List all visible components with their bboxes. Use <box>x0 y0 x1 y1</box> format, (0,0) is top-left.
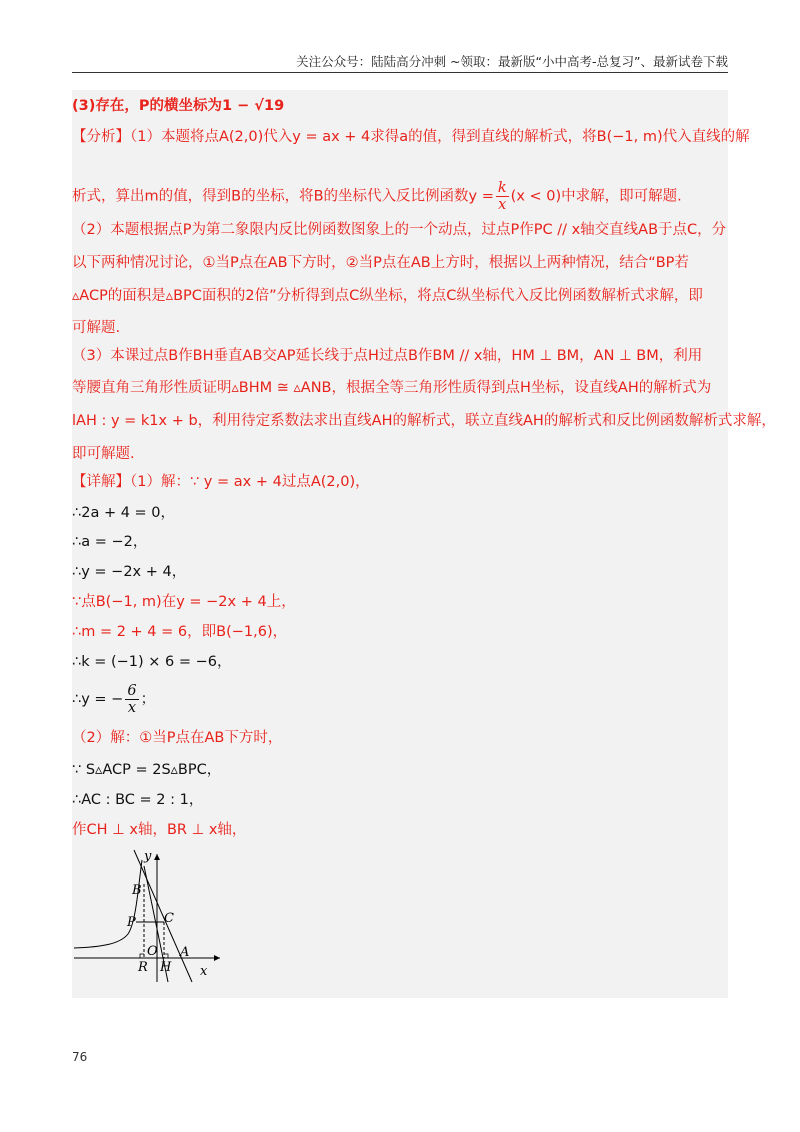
hyperbola-curve <box>74 860 142 948</box>
analysis-line-9: lAH : y = k1x + b，利用待定系数法求出直线AH的解析式，联立直线AH的解析式和反比例函数解析式求解， <box>72 413 776 429</box>
detail-line-5: ∵点B(−1, m)在y = −2x + 4上， <box>72 594 296 610</box>
label-h: H <box>160 960 172 975</box>
detail-line-2: ∴2a + 4 = 0， <box>72 505 176 521</box>
y-axis-arrow <box>154 854 160 860</box>
analysis-line-8: 等腰直角三角形性质证明▵BHM ≅ ▵ANB，根据全等三角形性质得到点H坐标，设直线AH的解析式为 <box>72 380 712 396</box>
label-x: x <box>200 964 208 979</box>
detail-line-11: ∴AC : BC = 2 : 1， <box>72 792 204 808</box>
header-rule <box>72 72 728 73</box>
detail-line-7: ∴k = (−1) × 6 = −6， <box>72 654 232 670</box>
right-angle-h <box>164 954 168 958</box>
fraction-denominator: x <box>127 700 137 716</box>
fraction-denominator: x <box>498 197 507 213</box>
fraction-numerator: k <box>497 180 507 196</box>
detail-line-10: ∵ S▵ACP = 2S▵BPC， <box>72 762 222 778</box>
label-y: y <box>144 849 152 864</box>
analysis-line-6: 可解题. <box>72 320 121 336</box>
analysis-line-1: 【分析】（1）本题将点A(2,0)代入y = ax + 4求得a的值，得到直线的解析式，将B(−1, m)代入直线的解 <box>72 129 750 145</box>
page-header: 关注公众号：陆陆高分冲刺 ~领取：最新版“小中高考-总复习”、最新试卷下载 <box>296 54 728 69</box>
detail-line-1: 【详解】（1）解：∵ y = ax + 4过点A(2,0)， <box>72 474 370 490</box>
analysis-line-10: 即可解题. <box>72 446 135 462</box>
detail-line-3: ∴a = −2， <box>72 534 148 550</box>
answer-part3: (3)存在，P的横坐标为1 − √19 <box>72 98 285 114</box>
detail-line-6: ∴m = 2 + 4 = 6，即B(−1,6)， <box>72 624 288 640</box>
label-c: C <box>164 911 174 926</box>
analysis-line-2 <box>72 180 728 213</box>
page-number: 76 <box>72 1050 88 1064</box>
detail-line-8b: ； <box>140 691 156 708</box>
detail-line-12: 作CH ⊥ x轴，BR ⊥ x轴， <box>72 822 247 838</box>
analysis-line-2b: (x < 0)中求解，即可解题. <box>510 188 682 205</box>
detail-line-8 <box>72 683 728 716</box>
label-b: B <box>132 883 142 898</box>
analysis-line-7: （3）本课过点B作BH垂直AB交AP延长线于点H过点B作BM // x轴，HM ⊥ BM，AN ⊥ BM，利用 <box>72 348 703 364</box>
x-axis-arrow <box>214 955 220 961</box>
analysis-line-2a: 析式，算出m的值，得到B的坐标，将B的坐标代入反比例函数y = <box>72 188 494 205</box>
right-angle-r <box>140 954 144 958</box>
fraction-k-over-x <box>496 180 509 213</box>
label-r: R <box>138 960 148 975</box>
detail-line-8a: ∴y = − <box>72 691 124 708</box>
detail-line-9: （2）解：①当P点在AB下方时， <box>72 730 283 746</box>
detail-line-4: ∴y = −2x + 4， <box>72 564 187 580</box>
label-a: A <box>180 945 190 960</box>
analysis-line-5: ▵ACP的面积是▵BPC面积的2倍”分析得到点C纵坐标，将点C纵坐标代入反比例函数解析式求解，即 <box>72 288 703 304</box>
fraction-numerator: 6 <box>127 683 137 699</box>
label-p: P <box>127 915 136 930</box>
fraction-6-over-x <box>125 683 138 716</box>
geometry-figure <box>72 844 242 984</box>
analysis-line-4: 以下两种情况讨论，①当P点在AB下方时，②当P点在AB上方时，根据以上两种情况，结合“BP若 <box>72 255 689 271</box>
analysis-line-3: （2）本题根据点P为第二象限内反比例函数图象上的一个动点，过点P作PC // x轴交直线AB于点C，分 <box>72 222 727 238</box>
label-o: O <box>147 944 158 959</box>
